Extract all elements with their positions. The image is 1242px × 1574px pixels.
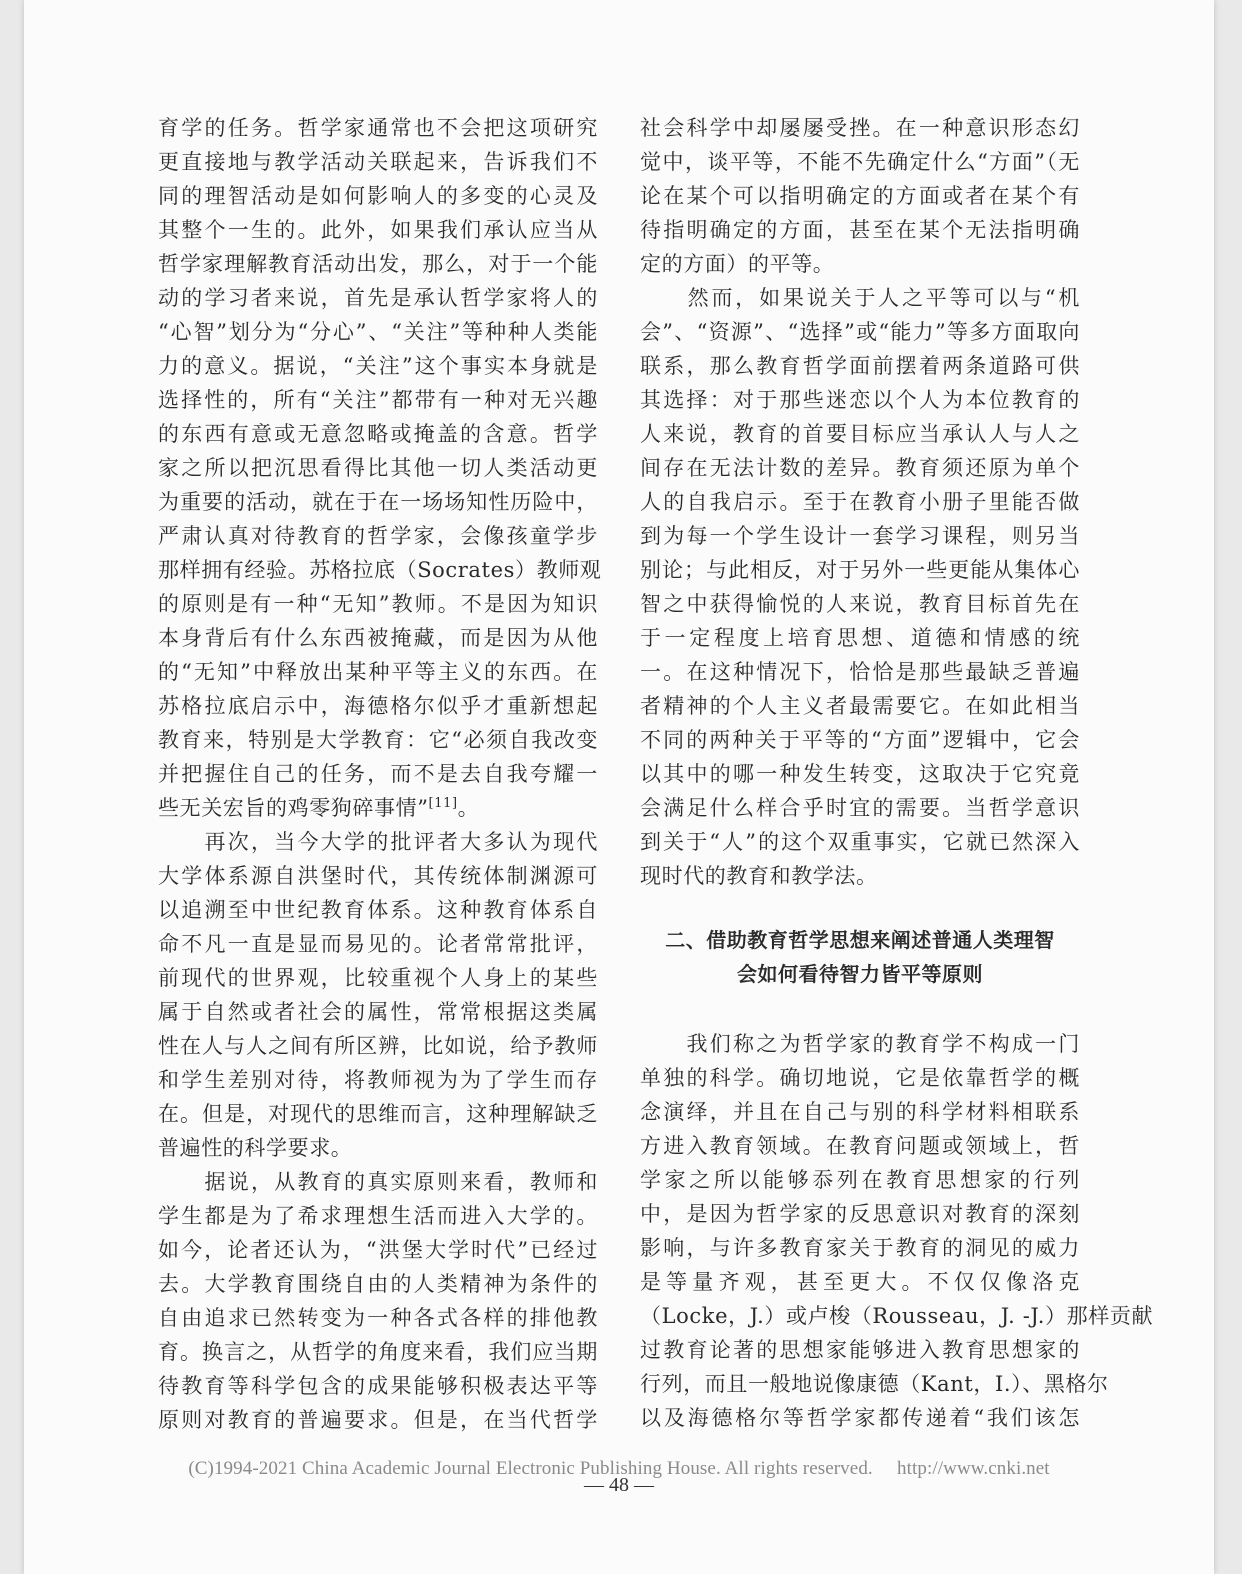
text-line: 是等量齐观，甚至更大。不仅仅像洛克 [640,1270,1080,1294]
text-line: 智之中获得愉悦的人来说，教育目标首先在 [640,592,1080,616]
text-line: 一。在这种情况下，恰恰是那些最缺乏普遍 [640,660,1080,684]
text-line: 其整个一生的。此外，如果我们承认应当从 [158,218,598,242]
text-line: 并把握住自己的任务，而不是去自我夸耀一 [158,762,598,786]
text-line: 原则对教育的普遍要求。但是，在当代哲学 [158,1408,598,1432]
text-line: 性在人与人之间有所区辨，比如说，给予教师 [158,1034,598,1058]
copyright-text: (C)1994-2021 China Academic Journal Electronic Publishing House. All rights reserved. [188,1458,873,1479]
text-line: 为重要的活动，就在于在一场场知性历险中， [158,490,598,514]
text-line: 大学体系源自洪堡时代，其传统体制渊源可 [158,864,598,888]
text-line: 念演绎，并且在自己与别的科学材料相联系 [640,1100,1080,1124]
text-line: 据说，从教育的真实原则来看，教师和 [158,1170,598,1194]
page-number: — 48 — [584,1474,654,1496]
text-line: 本身背后有什么东西被掩藏，而是因为从他 [158,626,598,650]
text-line: 间存在无法计数的差异。教育须还原为单个 [640,456,1080,480]
text-line: 去。大学教育围绕自由的人类精神为条件的 [158,1272,598,1296]
text-line: 方进入教育领域。在教育问题或领域上，哲 [640,1134,1080,1158]
text-line: 以及海德格尔等哲学家都传递着“我们该怎 [640,1406,1080,1430]
citation-ref: [11] [428,796,458,811]
text-line: 前现代的世界观，比较重视个人身上的某些 [158,966,598,990]
text-line: 待指明确定的方面，甚至在某个无法指明确 [640,218,1080,242]
journal-page [24,0,1214,1574]
section-heading: 二、借助教育哲学思想来阐述普通人类理智 [665,928,1055,952]
text-line: 更直接地与教学活动关联起来，告诉我们不 [158,150,598,174]
text-line: 到关于“人”的这个双重事实，它就已然深入 [640,830,1080,854]
text-line: 单独的科学。确切地说，它是依靠哲学的概 [640,1066,1080,1090]
text-line: 家之所以把沉思看得比其他一切人类活动更 [158,456,598,480]
text-line: 学家之所以能够忝列在教育思想家的行列 [640,1168,1080,1192]
text-line: 行列，而且一般地说像康德（Kant，I.）、黑格尔 [640,1372,1109,1396]
text-line: 教育来，特别是大学教育：它“必须自我改变 [158,728,598,752]
text-line: 哲学家理解教育活动出发，那么，对于一个能 [158,252,598,276]
text-line: 育。换言之，从哲学的角度来看，我们应当期 [158,1340,598,1364]
text-line: 现时代的教育和教学法。 [640,864,878,888]
text-line: 选择性的，所有“关注”都带有一种对无兴趣 [158,388,598,412]
text-line: 联系，那么教育哲学面前摆着两条道路可供 [640,354,1080,378]
text-line: 于一定程度上培育思想、道德和情感的统 [640,626,1080,650]
text-line: 别论；与此相反，对于另外一些更能从集体心 [640,558,1080,582]
text-line: 学生都是为了希求理想生活而进入大学的。 [158,1204,598,1228]
text-line: 其选择：对于那些迷恋以个人为本位教育的 [640,388,1080,412]
text-line: 育学的任务。哲学家通常也不会把这项研究 [158,116,598,140]
text-line: 然而，如果说关于人之平等可以与“机 [640,286,1080,310]
text-line: 定的方面）的平等。 [640,252,835,276]
text-line: 待教育等科学包含的成果能够积极表达平等 [158,1374,598,1398]
text-line: 些无关宏旨的鸡零狗碎事情”[11]。 [158,796,480,820]
text-line: 不同的两种关于平等的“方面”逻辑中，它会 [640,728,1080,752]
text-line: 社会科学中却屡屡受挫。在一种意识形态幻 [640,116,1080,140]
text-line: 同的理智活动是如何影响人的多变的心灵及 [158,184,598,208]
right-column [640,111,1154,1435]
text-line: 人的自我启示。至于在教育小册子里能否做 [640,490,1080,514]
text-line: 动的学习者来说，首先是承认哲学家将人的 [158,286,598,310]
citation-tail: 。 [457,796,480,820]
text-line: 的东西有意或无意忽略或掩盖的含意。哲学 [158,422,598,446]
text-line: 再次，当今大学的批评者大多认为现代 [158,830,598,854]
text-line: 到为每一个学生设计一套学习课程，则另当 [640,524,1080,548]
text-line: 人来说，教育的首要目标应当承认人与人之 [640,422,1080,446]
text-line: 那样拥有经验。苏格拉底（Socrates）教师观 [158,558,602,582]
heading-gap [640,991,1080,1027]
cnki-url: http://www.cnki.net [897,1458,1050,1479]
text-line: 力的意义。据说，“关注”这个事实本身就是 [158,354,598,378]
text-line: 会满足什么样合乎时宜的需要。当哲学意识 [640,796,1080,820]
text-line: （Locke，J.）或卢梭（Rousseau，J. -J.）那样贡献 [640,1304,1154,1328]
text-line: 和学生差别对待，将教师视为为了学生而存 [158,1068,598,1092]
text-line: 命不凡一直是显而易见的。论者常常批评， [158,932,598,956]
text-line: 者精神的个人主义者最需要它。在如此相当 [640,694,1080,718]
text-line: 在。但是，对现代的思维而言，这种理解缺乏 [158,1102,598,1126]
text-line: 中，是因为哲学家的反思意识对教育的深刻 [640,1202,1080,1226]
text-line: 普遍性的科学要求。 [158,1136,353,1160]
text-line: 苏格拉底启示中，海德格尔似乎才重新想起 [158,694,598,718]
text-line: 自由追求已然转变为一种各式各样的排他教 [158,1306,598,1330]
text-line: 会”、“资源”、“选择”或“能力”等多方面取向 [640,320,1080,344]
text-line: 严肃认真对待教育的哲学家，会像孩童学步 [158,524,598,548]
text-line: 影响，与许多教育家关于教育的洞见的威力 [640,1236,1080,1260]
text-line: 的“无知”中释放出某种平等主义的东西。在 [158,660,598,684]
text-line: 属于自然或者社会的属性，常常根据这类属 [158,1000,598,1024]
left-column [158,111,602,1437]
text-line: 如今，论者还认为，“洪堡大学时代”已经过 [158,1238,598,1262]
section-heading: 会如何看待智力皆平等原则 [737,962,983,986]
text-line: “心智”划分为“分心”、“关注”等种种人类能 [158,320,598,344]
text-line: 觉中，谈平等，不能不先确定什么“方面”（无 [640,150,1080,174]
text-line: 过教育论著的思想家能够进入教育思想家的 [640,1338,1080,1362]
text-line: 论在某个可以指明确定的方面或者在某个有 [640,184,1080,208]
text-line: 我们称之为哲学家的教育学不构成一门 [640,1032,1080,1056]
text-line: 的原则是有一种“无知”教师。不是因为知识 [158,592,598,616]
text-line: 以追溯至中世纪教育体系。这种教育体系自 [158,898,598,922]
text-line: 以其中的哪一种发生转变，这取决于它究竟 [640,762,1080,786]
